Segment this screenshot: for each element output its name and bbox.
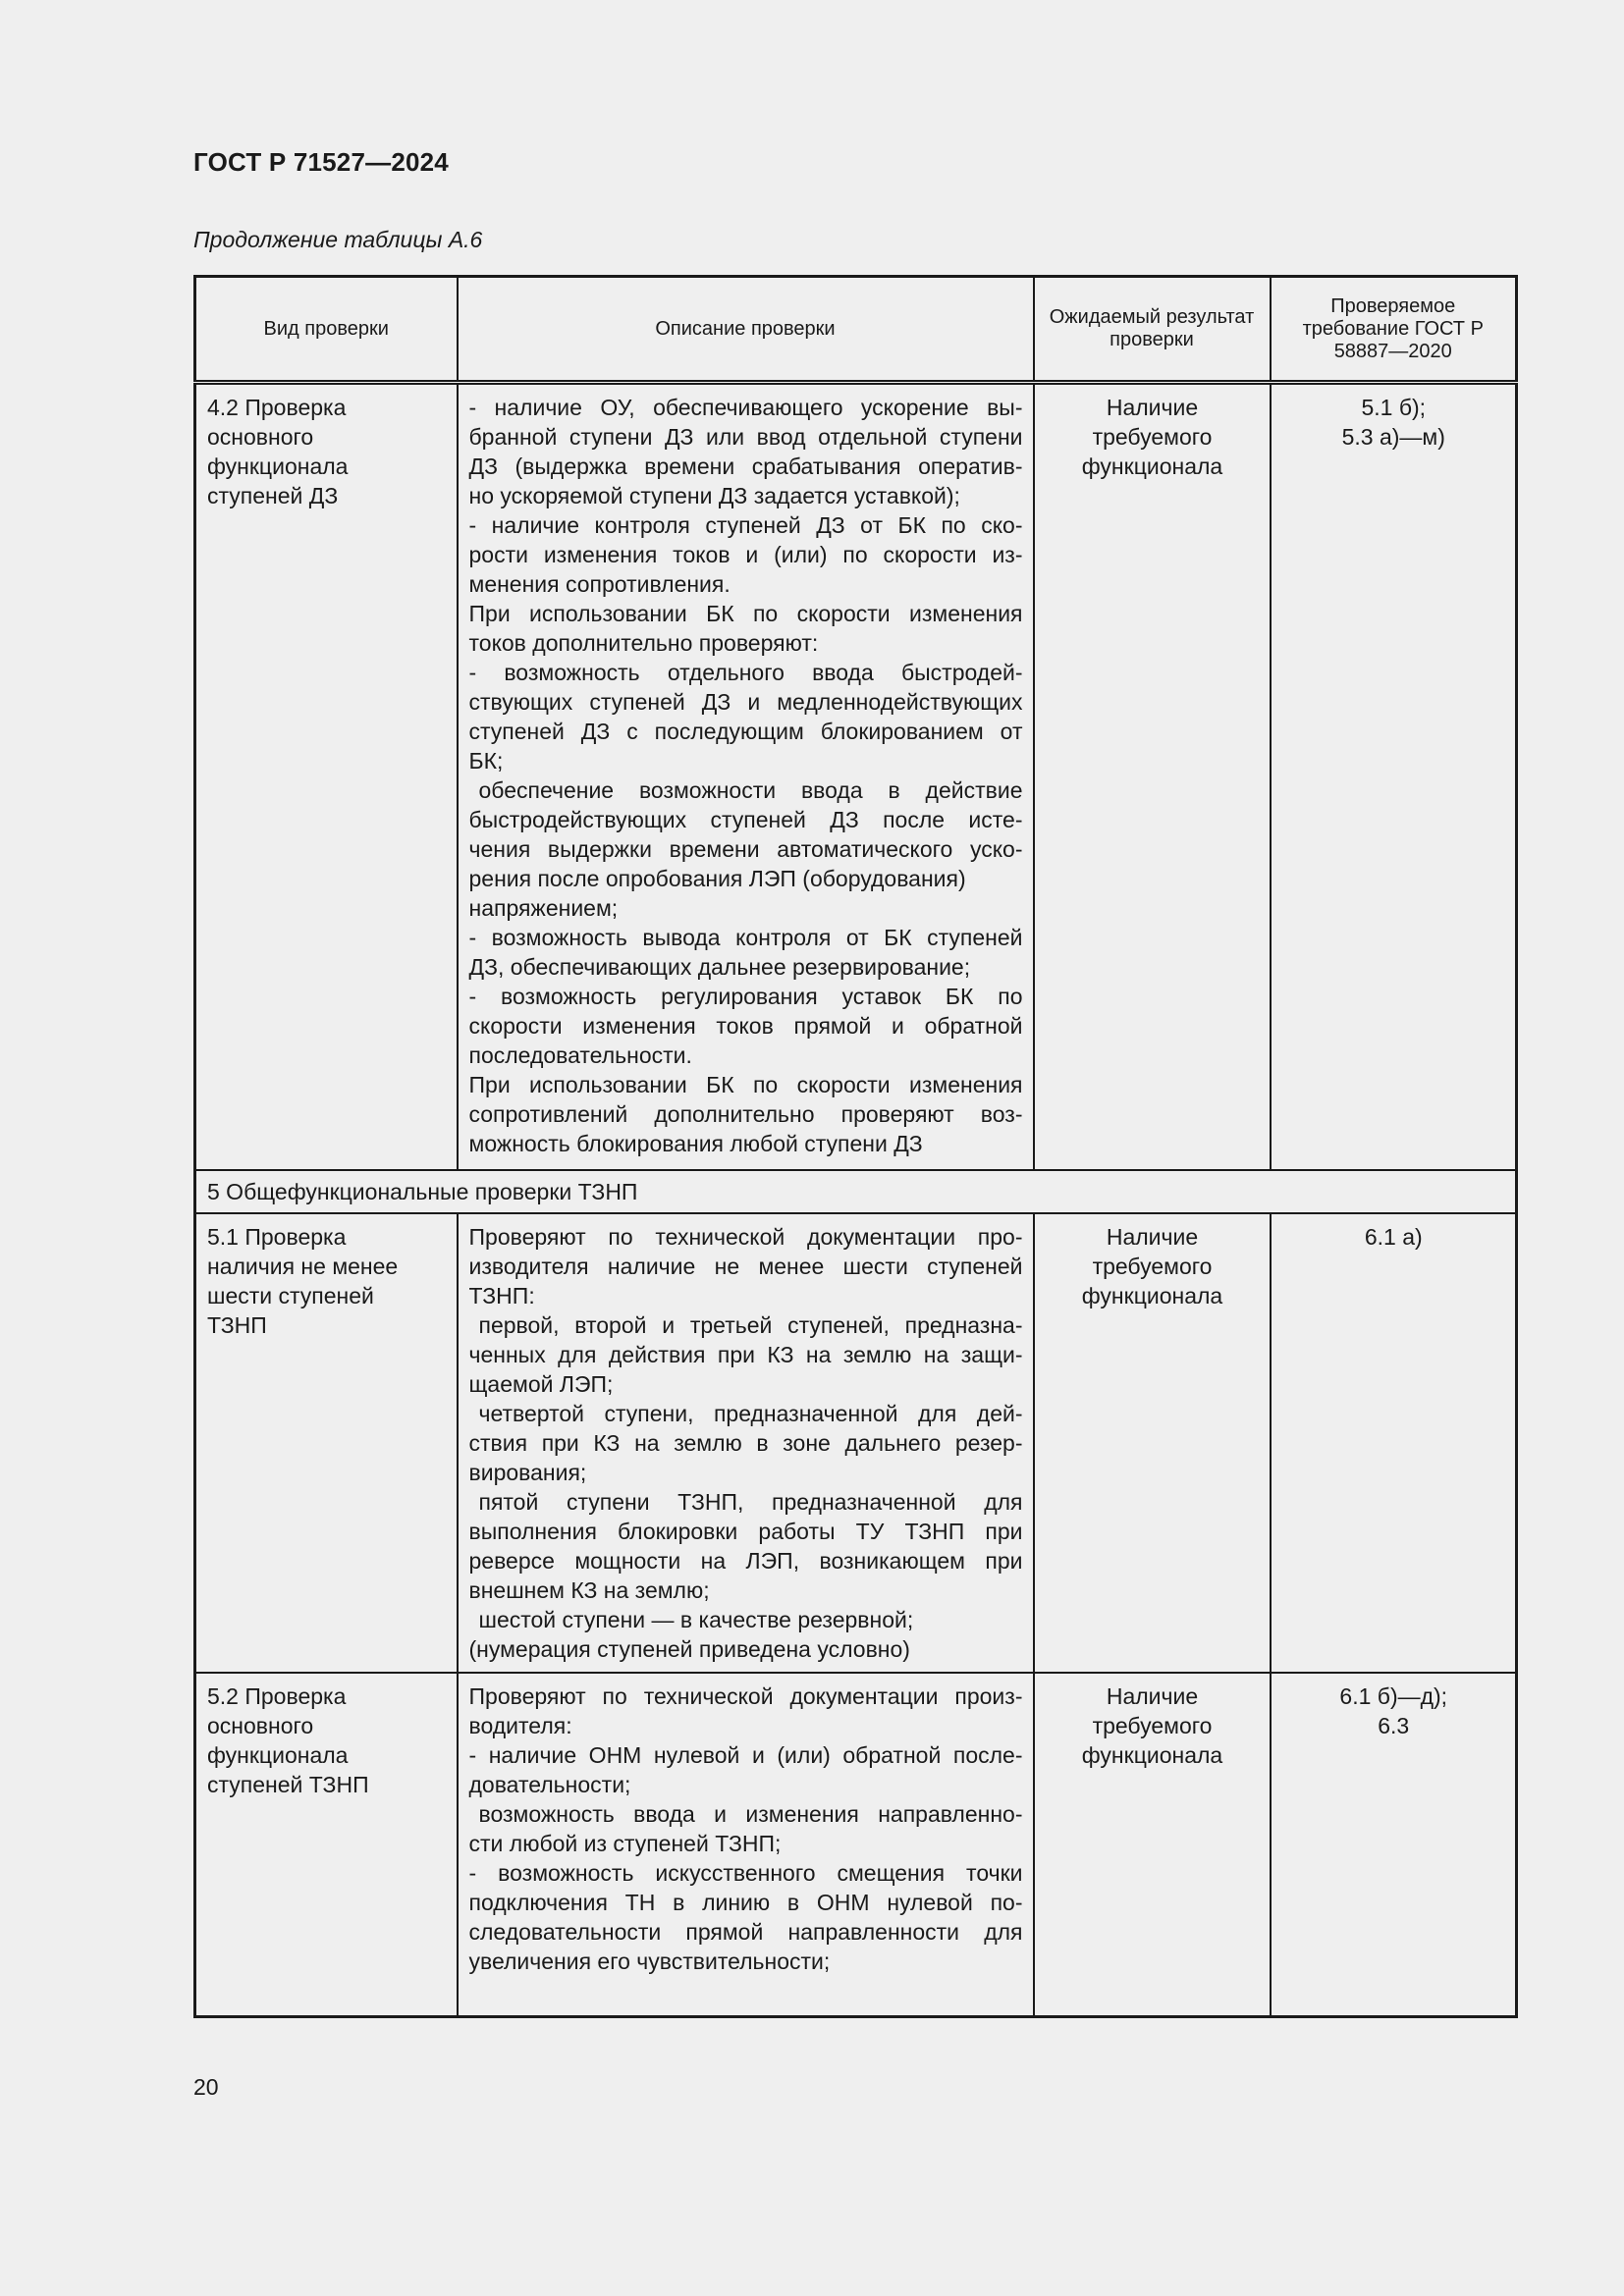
cell-line: функционала (1081, 1282, 1223, 1308)
cell-line: основного (207, 424, 314, 450)
description-line: скорости изменения токов прямой и обратной (468, 1013, 1023, 1039)
description-line: менения сопротивления. (468, 571, 731, 597)
cell-line: функционала (1081, 454, 1223, 479)
cell-line: ступеней ТЗНП (207, 1771, 369, 1797)
description-line: ТЗНП: (468, 1282, 535, 1308)
check-type-cell (195, 1213, 458, 1673)
cell-line: ступеней ДЗ (207, 483, 339, 508)
description-line: первой, второй и третьей ступеней, предназна- (478, 1311, 1023, 1338)
description-cell (458, 383, 1034, 1170)
description-line: шестой ступени — в качестве резервной; (478, 1606, 914, 1632)
description-line: обеспечение возможности ввода в действие (478, 777, 1023, 803)
description-line: но ускоряемой ступени ДЗ задается уставкой); (468, 483, 960, 508)
description-line: токов дополнительно проверяют: (468, 630, 819, 656)
description-line: изводителя наличие не менее шести ступеней (468, 1253, 1023, 1279)
description-line: сти любой из ступеней ТЗНП; (468, 1830, 782, 1856)
expected-result-cell (1034, 383, 1271, 1170)
description-line: ступеней ДЗ с последующим блокированием от (468, 719, 1023, 744)
requirement-cell (1271, 383, 1517, 1170)
description-line: - возможность искусственного смещения точки (468, 1859, 1023, 1886)
cell-line: требуемого (1092, 424, 1213, 450)
cell-line: ТЗНП (207, 1311, 267, 1338)
description-line: можность блокирования любой ступени ДЗ (468, 1131, 923, 1156)
check-type-cell (195, 383, 458, 1170)
description-line: ченных для действия при КЗ на землю на защи- (468, 1341, 1023, 1367)
cell-line: Наличие (1106, 395, 1199, 420)
table-caption: Продолжение таблицы А.6 (193, 227, 483, 252)
page-number: 20 (193, 2074, 219, 2100)
column-header-expected-result: Ожидаемый результат проверки (1034, 277, 1271, 383)
requirements-table (193, 275, 1518, 2018)
description-line: возможность ввода и изменения направленно- (478, 1800, 1023, 1827)
cell-line: 5.3 а)—м) (1341, 424, 1445, 450)
description-line: Проверяют по технической документации про- (468, 1223, 1023, 1250)
cell-line: требуемого (1092, 1253, 1213, 1279)
description-line: вирования; (468, 1459, 587, 1485)
description-line: увеличения его чувствительности; (468, 1948, 831, 1974)
requirement-cell (1271, 1673, 1517, 2017)
description-line: ДЗ, обеспечивающих дальнее резервирование; (468, 954, 971, 980)
description-line: чения выдержки времени автоматического уско- (468, 836, 1023, 862)
document-header: ГОСТ Р 71527—2024 (193, 147, 449, 177)
column-header-description: Описание проверки (458, 277, 1034, 383)
description-line: внешнем КЗ на землю; (468, 1576, 710, 1603)
description-line: пятой ступени ТЗНП, предназначенной для (478, 1488, 1023, 1515)
cell-line: 5.1 б); (1361, 395, 1427, 420)
cell-line: основного (207, 1712, 314, 1738)
description-line: напряжением; (468, 895, 619, 921)
cell-line: 6.3 (1378, 1712, 1410, 1738)
description-line: щаемой ЛЭП; (468, 1370, 614, 1397)
cell-line: 5.2 Проверка (207, 1682, 347, 1709)
cell-line: шести ступеней (207, 1282, 374, 1308)
description-line: водителя: (468, 1712, 572, 1738)
description-line: - наличие ОНМ нулевой и (или) обратной после- (468, 1741, 1023, 1768)
description-line: БК; (468, 748, 504, 774)
description-line: При использовании БК по скорости изменения (468, 1072, 1023, 1097)
cell-line: 4.2 Проверка (207, 395, 347, 420)
cell-line: 6.1 а) (1364, 1223, 1423, 1250)
description-line: - наличие контроля ступеней ДЗ от БК по ско- (468, 512, 1023, 538)
expected-result-cell (1034, 1673, 1271, 2017)
description-line: При использовании БК по скорости изменения (468, 601, 1023, 626)
description-cell (458, 1673, 1034, 2017)
description-line: подключения ТН в линию в ОНМ нулевой по- (468, 1889, 1023, 1915)
cell-line: 6.1 б)—д); (1339, 1682, 1448, 1709)
requirement-cell (1271, 1213, 1517, 1673)
description-line: довательности; (468, 1771, 631, 1797)
expected-result-cell (1034, 1213, 1271, 1673)
description-line: - наличие ОУ, обеспечивающего ускорение вы- (468, 395, 1023, 420)
description-line: рения после опробования ЛЭП (оборудования) (468, 866, 966, 891)
description-line: ствия при КЗ на землю в зоне дальнего резер- (468, 1429, 1023, 1456)
cell-line: функционала (207, 1741, 349, 1768)
description-line: рости изменения токов и (или) по скорости из- (468, 542, 1023, 567)
check-type-cell (195, 1673, 458, 2017)
description-line: реверсе мощности на ЛЭП, возникающем при (468, 1547, 1023, 1574)
cell-line: требуемого (1092, 1712, 1213, 1738)
description-cell (458, 1213, 1034, 1673)
section-row (195, 1170, 1517, 1213)
table-row (195, 1673, 1517, 2017)
description-line: - возможность регулирования уставок БК по (468, 984, 1023, 1009)
description-line: бранной ступени ДЗ или ввод отдельной ступени (468, 424, 1023, 450)
section-title: 5 Общефункциональные проверки ТЗНП (195, 1170, 1517, 1213)
description-line: (нумерация ступеней приведена условно) (468, 1635, 910, 1662)
table-row (195, 1213, 1517, 1673)
column-header-check-type: Вид проверки (195, 277, 458, 383)
description-line: - возможность отдельного ввода быстродей- (468, 660, 1023, 685)
cell-line: функционала (207, 454, 349, 479)
cell-line: функционала (1081, 1741, 1223, 1768)
description-line: выполнения блокировки работы ТУ ТЗНП при (468, 1518, 1023, 1544)
description-line: последовательности. (468, 1042, 692, 1068)
description-line: Проверяют по технической документации произ- (468, 1682, 1023, 1709)
description-line: быстродействующих ступеней ДЗ после исте- (468, 807, 1023, 832)
description-line: сопротивлений дополнительно проверяют воз- (468, 1101, 1023, 1127)
description-line: четвертой ступени, предназначенной для дей- (478, 1400, 1023, 1426)
cell-line: 5.1 Проверка (207, 1223, 347, 1250)
table-row (195, 383, 1517, 1170)
cell-line: наличия не менее (207, 1253, 399, 1279)
description-line: следовательности прямой направленности для (468, 1918, 1023, 1945)
description-line: - возможность вывода контроля от БК ступеней (468, 925, 1023, 950)
table-header-row (195, 277, 1517, 383)
description-line: ДЗ (выдержка времени срабатывания оператив- (468, 454, 1023, 479)
description-line: ствующих ступеней ДЗ и медленнодействующих (468, 689, 1023, 715)
cell-line: Наличие (1106, 1682, 1199, 1709)
cell-line: Наличие (1106, 1223, 1199, 1250)
column-header-requirement: Проверяемое требование ГОСТ Р 58887—2020 (1271, 277, 1517, 383)
